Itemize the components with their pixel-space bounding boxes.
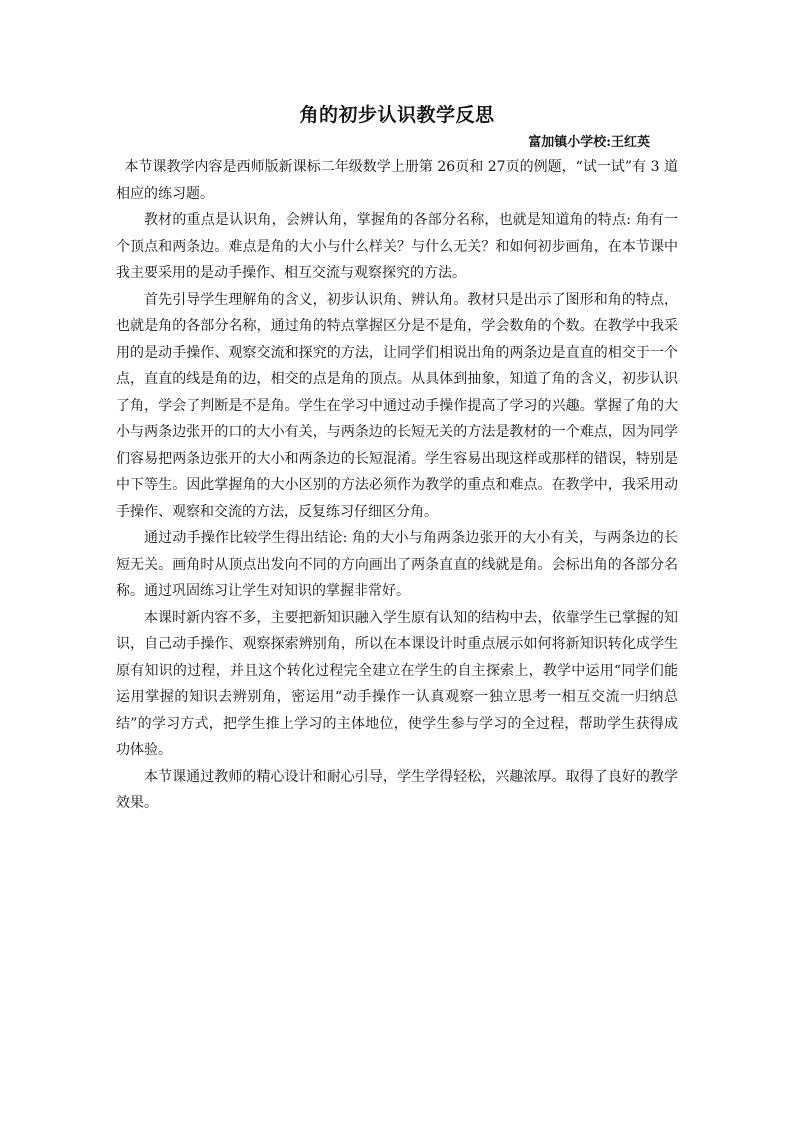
document-author: 富加镇小学校:王红英: [528, 135, 650, 150]
document-title: 角的初步认识教学反思: [299, 104, 495, 126]
paragraph-1: 本节课教学内容是西师版新课标二年级数学上册第 26页和 27页的例题，“试一试”有 3 道相应的练习题。: [116, 159, 678, 202]
document-page: [116, 100, 678, 817]
paragraph-2: 教材的重点是认识角，会辨认角，掌握角的各部分名称，也就是知道角的特点: 角有一个顶点和两条边。难点是角的大小与什么样关？与什么无关？和如何初步画角，在本节课中我主要采用的是动手操作、相互交流与观察探究的方法。: [116, 212, 678, 281]
paragraph-6: 本节课通过教师的精心设计和耐心引导，学生学得轻松，兴趣浓厚。取得了良好的教学效果。: [116, 768, 678, 811]
paragraph-3: 首先引导学生理解角的含义，初步认识角、辨认角。教材只是出示了图形和角的特点，也就是角的各部分名称，通过角的特点掌握区分是不是角，学会数角的个数。在教学中我采用的是动手操作、观察交流和探究的方法，让同学们相说出角的两条边是直直的相交于一个点，直直的线是角的边，相交的点是角的顶点。从具体到抽象，知道了角的含义，初步认识了角，学会了判断是不是角。学生在学习中通过动手操作提高了学习的兴趣。掌握了角的大小与两条边张开的口的大小有关，与两条边的长短无关的方法是教材的一个难点，因为同学们容易把两条边张开的大小和两条边的长短混淆。学生容易出现这样或那样的错误，特别是中下等生。因此掌握角的大小区别的方法必须作为教学的重点和难点。在教学中，我采用动手操作、观察和交流的方法，反复练习仔细区分角。: [116, 291, 678, 520]
paragraph-4: 通过动手操作比较学生得出结论: 角的大小与角两条边张开的大小有关，与两条边的长短无关。画角时从顶点出发向不同的方向画出了两条直直的线就是角。会标出角的各部分名称。通过巩固练习让学生对知识的掌握非常好。: [116, 530, 678, 599]
paragraph-5: 本课时新内容不多，主要把新知识融入学生原有认知的结构中去，依靠学生已掌握的知识，自己动手操作、观察探索辨别角，所以在本课设计时重点展示如何将新知识转化成学生原有知识的过程，并且这个转化过程完全建立在学生的自主探索上，教学中运用“同学们能运用掌握的知识去辨别角，密运用“动手操作一认真观察一独立思考一相互交流一归纳总结”的学习方式，把学生推上学习的主体地位，使学生参与学习的全过程，帮助学生获得成功体验。: [116, 609, 678, 758]
